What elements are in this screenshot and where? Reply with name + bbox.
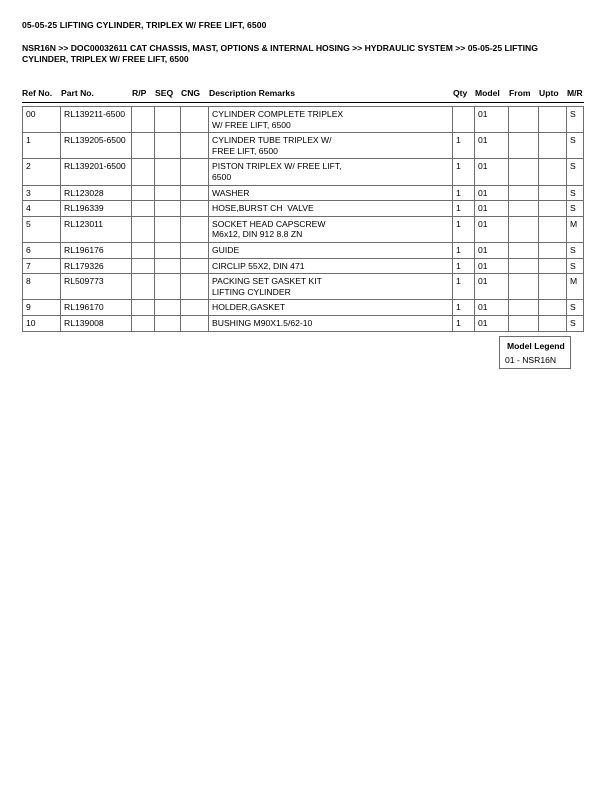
rp-cell: [132, 258, 155, 274]
cng-cell: [181, 242, 209, 258]
from-cell: [509, 133, 539, 159]
cng-cell: [181, 315, 209, 331]
description-cell: HOSE,BURST CH VALVE: [209, 201, 453, 217]
part-no-cell: RL139201-6500: [61, 159, 132, 185]
model-cell: 01: [475, 300, 509, 316]
table-row: [23, 133, 584, 159]
seq-cell: [155, 315, 181, 331]
qty-cell: 1: [453, 201, 475, 217]
cng-cell: [181, 107, 209, 133]
ref-no-cell: 6: [23, 242, 61, 258]
description-line-2: W/ FREE LIFT, 6500: [212, 119, 291, 130]
upto-cell: [539, 133, 567, 159]
upto-cell: [539, 242, 567, 258]
mr-cell: S: [567, 133, 584, 159]
rp-cell: [132, 242, 155, 258]
description-cell: [209, 107, 453, 133]
rp-cell: [132, 216, 155, 242]
description-cell: [209, 216, 453, 242]
ref-no-cell: 00: [23, 107, 61, 133]
model-cell: 01: [475, 258, 509, 274]
table-row: [23, 185, 584, 201]
upto-cell: [539, 159, 567, 185]
qty-cell: 1: [453, 300, 475, 316]
description-cell: WASHER: [209, 185, 453, 201]
seq-cell: [155, 107, 181, 133]
model-legend: [499, 336, 571, 369]
ref-no-cell: 2: [23, 159, 61, 185]
rp-cell: [132, 185, 155, 201]
table-row: [23, 258, 584, 274]
model-cell: 01: [475, 216, 509, 242]
part-no-cell: RL179326: [61, 258, 132, 274]
description-line-1: PACKING SET GASKET KIT: [212, 276, 322, 287]
description-line-2: FREE LIFT, 6500: [212, 145, 278, 156]
from-cell: [509, 242, 539, 258]
table-row: [23, 107, 584, 133]
rp-cell: [132, 300, 155, 316]
model-legend-title: Model Legend: [507, 341, 565, 351]
qty-cell: 1: [453, 133, 475, 159]
upto-cell: [539, 107, 567, 133]
cng-cell: [181, 159, 209, 185]
ref-no-cell: 5: [23, 216, 61, 242]
mr-cell: S: [567, 242, 584, 258]
col-header-model: Model: [475, 88, 500, 98]
model-cell: 01: [475, 107, 509, 133]
from-cell: [509, 258, 539, 274]
description-line-1: CYLINDER TUBE TRIPLEX W/: [212, 135, 332, 146]
ref-no-cell: 4: [23, 201, 61, 217]
part-no-cell: RL123028: [61, 185, 132, 201]
breadcrumb: NSR16N >> DOC00032611 CAT CHASSIS, MAST, OPTIONS & INTERNAL HOSING >> HYDRAULIC SYSTEM >> 05-05-25 LIFTING CYLINDER, TRIPLEX W/ FREE LIFT, 6500: [22, 43, 538, 64]
upto-cell: [539, 201, 567, 217]
parts-table: [22, 106, 584, 332]
from-cell: [509, 216, 539, 242]
rp-cell: [132, 274, 155, 300]
qty-cell: 1: [453, 274, 475, 300]
model-cell: 01: [475, 133, 509, 159]
from-cell: [509, 300, 539, 316]
ref-no-cell: 1: [23, 133, 61, 159]
table-row: [23, 315, 584, 331]
table-row: [23, 201, 584, 217]
col-header-upto: Upto: [539, 88, 559, 98]
model-legend-item: 01 - NSR16N: [505, 355, 557, 365]
cng-cell: [181, 258, 209, 274]
cng-cell: [181, 300, 209, 316]
col-header-qty: Qty: [453, 88, 468, 98]
seq-cell: [155, 185, 181, 201]
model-cell: 01: [475, 159, 509, 185]
cng-cell: [181, 185, 209, 201]
part-no-cell: RL196339: [61, 201, 132, 217]
mr-cell: M: [567, 274, 584, 300]
seq-cell: [155, 159, 181, 185]
col-header-ref-no: Ref No.: [22, 88, 53, 98]
model-cell: 01: [475, 315, 509, 331]
seq-cell: [155, 133, 181, 159]
seq-cell: [155, 201, 181, 217]
ref-no-cell: 3: [23, 185, 61, 201]
mr-cell: S: [567, 185, 584, 201]
ref-no-cell: 7: [23, 258, 61, 274]
from-cell: [509, 159, 539, 185]
qty-cell: 1: [453, 242, 475, 258]
mr-cell: S: [567, 107, 584, 133]
model-cell: 01: [475, 185, 509, 201]
description-line-1: CYLINDER COMPLETE TRIPLEX: [212, 109, 344, 119]
cng-cell: [181, 133, 209, 159]
col-header-rp: R/P: [132, 88, 147, 98]
qty-cell: 1: [453, 185, 475, 201]
upto-cell: [539, 185, 567, 201]
model-cell: 01: [475, 242, 509, 258]
ref-no-cell: 9: [23, 300, 61, 316]
from-cell: [509, 185, 539, 201]
description-cell: [209, 274, 453, 300]
part-no-cell: RL123011: [61, 216, 132, 242]
rp-cell: [132, 201, 155, 217]
rp-cell: [132, 133, 155, 159]
upto-cell: [539, 216, 567, 242]
part-no-cell: RL139008: [61, 315, 132, 331]
rp-cell: [132, 107, 155, 133]
seq-cell: [155, 300, 181, 316]
mr-cell: M: [567, 216, 584, 242]
table-row: [23, 274, 584, 300]
description-cell: GUIDE: [209, 242, 453, 258]
description-cell: HOLDER,GASKET: [209, 300, 453, 316]
description-cell: [209, 159, 453, 185]
col-header-description: Description Remarks: [209, 88, 295, 98]
part-no-cell: RL196176: [61, 242, 132, 258]
page-title: 05-05-25 LIFTING CYLINDER, TRIPLEX W/ FREE LIFT, 6500: [22, 20, 267, 30]
cng-cell: [181, 216, 209, 242]
col-header-seq: SEQ: [155, 88, 174, 98]
cng-cell: [181, 274, 209, 300]
cng-cell: [181, 201, 209, 217]
from-cell: [509, 274, 539, 300]
from-cell: [509, 107, 539, 133]
description-line-1: SOCKET HEAD CAPSCREW: [212, 218, 326, 229]
mr-cell: S: [567, 201, 584, 217]
mr-cell: S: [567, 300, 584, 316]
part-no-cell: RL509773: [61, 274, 132, 300]
part-no-cell: RL139211-6500: [61, 107, 132, 133]
table-row: [23, 159, 584, 185]
col-header-from: From: [509, 88, 531, 98]
description-line-2: LIFTING CYLINDER: [212, 286, 291, 297]
seq-cell: [155, 242, 181, 258]
description-line-1: PISTON TRIPLEX W/ FREE LIFT,: [212, 161, 342, 172]
description-line-2: M6x12, DIN 912 8.8 ZN: [212, 229, 303, 240]
col-header-part-no: Part No.: [61, 88, 94, 98]
from-cell: [509, 201, 539, 217]
model-cell: 01: [475, 274, 509, 300]
table-row: [23, 216, 584, 242]
mr-cell: S: [567, 315, 584, 331]
seq-cell: [155, 274, 181, 300]
rp-cell: [132, 315, 155, 331]
qty-cell: [453, 107, 475, 133]
col-header-cng: CNG: [181, 88, 201, 98]
ref-no-cell: 10: [23, 315, 61, 331]
mr-cell: S: [567, 258, 584, 274]
mr-cell: S: [567, 159, 584, 185]
description-cell: BUSHING M90X1.5/62-10: [209, 315, 453, 331]
table-row: [23, 300, 584, 316]
qty-cell: 1: [453, 315, 475, 331]
upto-cell: [539, 258, 567, 274]
model-cell: 01: [475, 201, 509, 217]
part-no-cell: RL139205-6500: [61, 133, 132, 159]
col-header-mr: M/R: [567, 88, 583, 98]
seq-cell: [155, 216, 181, 242]
seq-cell: [155, 258, 181, 274]
rp-cell: [132, 159, 155, 185]
table-row: [23, 242, 584, 258]
upto-cell: [539, 300, 567, 316]
description-line-2: 6500: [212, 171, 232, 182]
description-cell: CIRCLIP 55X2, DIN 471: [209, 258, 453, 274]
qty-cell: 1: [453, 258, 475, 274]
from-cell: [509, 315, 539, 331]
description-cell: [209, 133, 453, 159]
qty-cell: 1: [453, 216, 475, 242]
qty-cell: 1: [453, 159, 475, 185]
header-divider: [22, 102, 584, 103]
upto-cell: [539, 274, 567, 300]
ref-no-cell: 8: [23, 274, 61, 300]
part-no-cell: RL196170: [61, 300, 132, 316]
upto-cell: [539, 315, 567, 331]
